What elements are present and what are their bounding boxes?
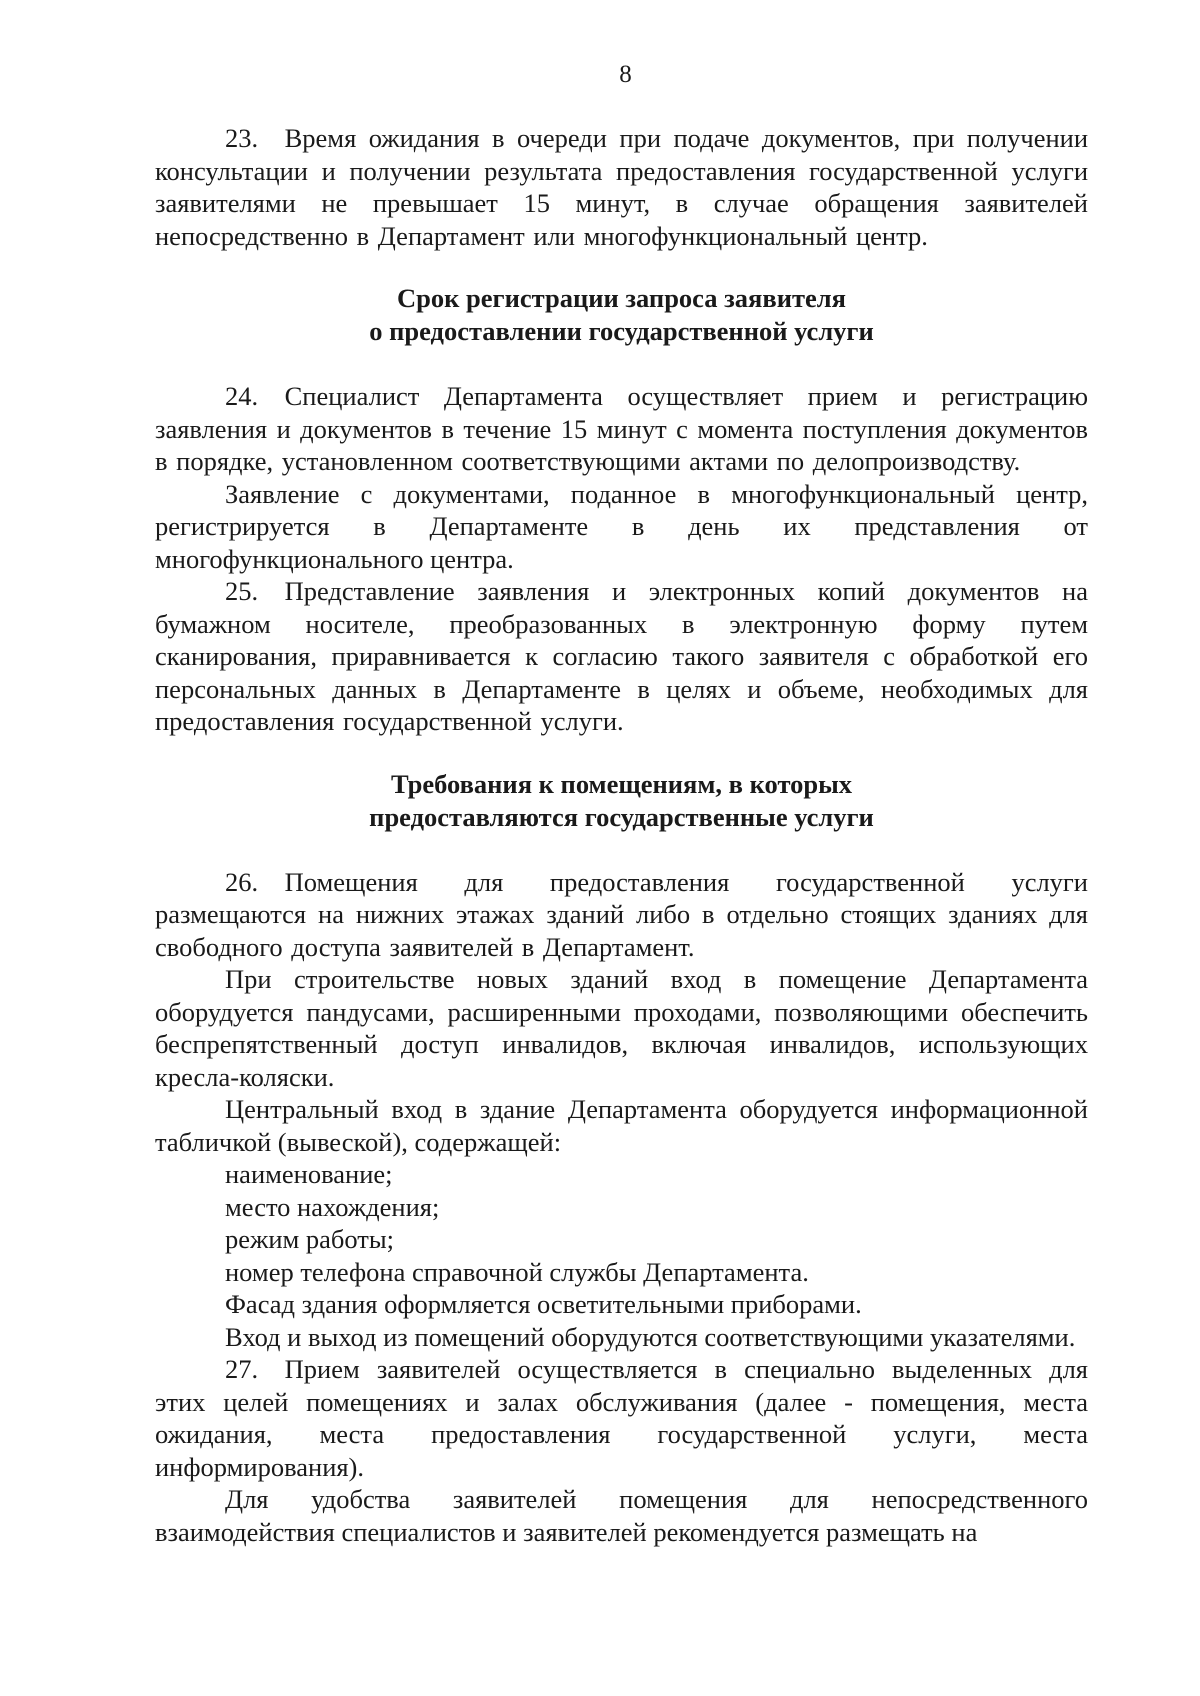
paragraph-26-facade: Фасад здания оформляется осветительными приборами. (225, 1289, 862, 1319)
paragraph-24: 24. Специалист Департамента осуществляет прием и регистрацию заявления и документов в течение 15 минут с момента поступления документов в порядке, установленном соответствующими актами по делопроизводству. (155, 381, 1088, 476)
paragraph-25: 25. Представление заявления и электронных копий документов на бумажном носителе, преобразованных в электронную форму путем сканирования, приравнивается к согласию такого заявителя с обработкой его персональных данных в Департаменте в целях и объеме, необходимых для предоставления государственной услуги. (155, 576, 1088, 736)
paragraph-26-entrance: Центральный вход в здание Департамента оборудуется информационной табличкой (вывеской), содержащей: (155, 1094, 1088, 1157)
section-heading-premises (155, 768, 1088, 834)
list-item: наименование; (225, 1159, 393, 1189)
heading-line: Срок регистрации запроса заявителя (397, 283, 846, 313)
paragraph-27-continued: Для удобства заявителей помещения для непосредственного взаимодействия специалистов и заявителей рекомендуется размещать на (155, 1484, 1088, 1547)
paragraph-26: 26. Помещения для предоставления государственной услуги размещаются на нижних этажах зданий либо в отдельно стоящих зданиях для свободного доступа заявителей в Департамент. (155, 866, 1088, 962)
paragraph-27: 27. Прием заявителей осуществляется в специально выделенных для этих целей помещениях и залах обслуживания (далее - помещения, места ожидания, места предоставления государственной услуги, места информирования). (155, 1354, 1088, 1482)
list-item: режим работы; (225, 1224, 395, 1254)
section-heading-registration (155, 282, 1088, 348)
paragraph-26-signs: Вход и выход из помещений оборудуются соответствующими указателями. (225, 1321, 1076, 1352)
list-item: номер телефона справочной службы Департамента. (225, 1256, 809, 1287)
heading-line: предоставляются государственные услуги (369, 801, 874, 832)
paragraph-26-construction: При строительстве новых зданий вход в помещение Департамента оборудуется пандусами, расширенными проходами, позволяющими обеспечить беспрепятственный доступ инвалидов, включая инвалидов, использующих кресла-коляски. (155, 964, 1088, 1092)
heading-line: Требования к помещениям, в которых (390, 768, 853, 799)
list-item: место нахождения; (225, 1191, 440, 1222)
paragraph-24-continued: Заявление с документами, поданное в многофункциональный центр, регистрируется в Департаменте в день их представления от многофункционального центра. (155, 478, 1088, 574)
heading-line: о предоставлении государственной услуги (369, 316, 874, 346)
paragraph-23: 23. Время ожидания в очереди при подаче документов, при получении консультации и получении результата предоставления государственной услуги заявителями не превышает 15 минут, в случае обращения заявителей непосредственно в Департамент или многофункциональный центр. (155, 123, 1088, 251)
page-number: 8 (619, 61, 632, 88)
